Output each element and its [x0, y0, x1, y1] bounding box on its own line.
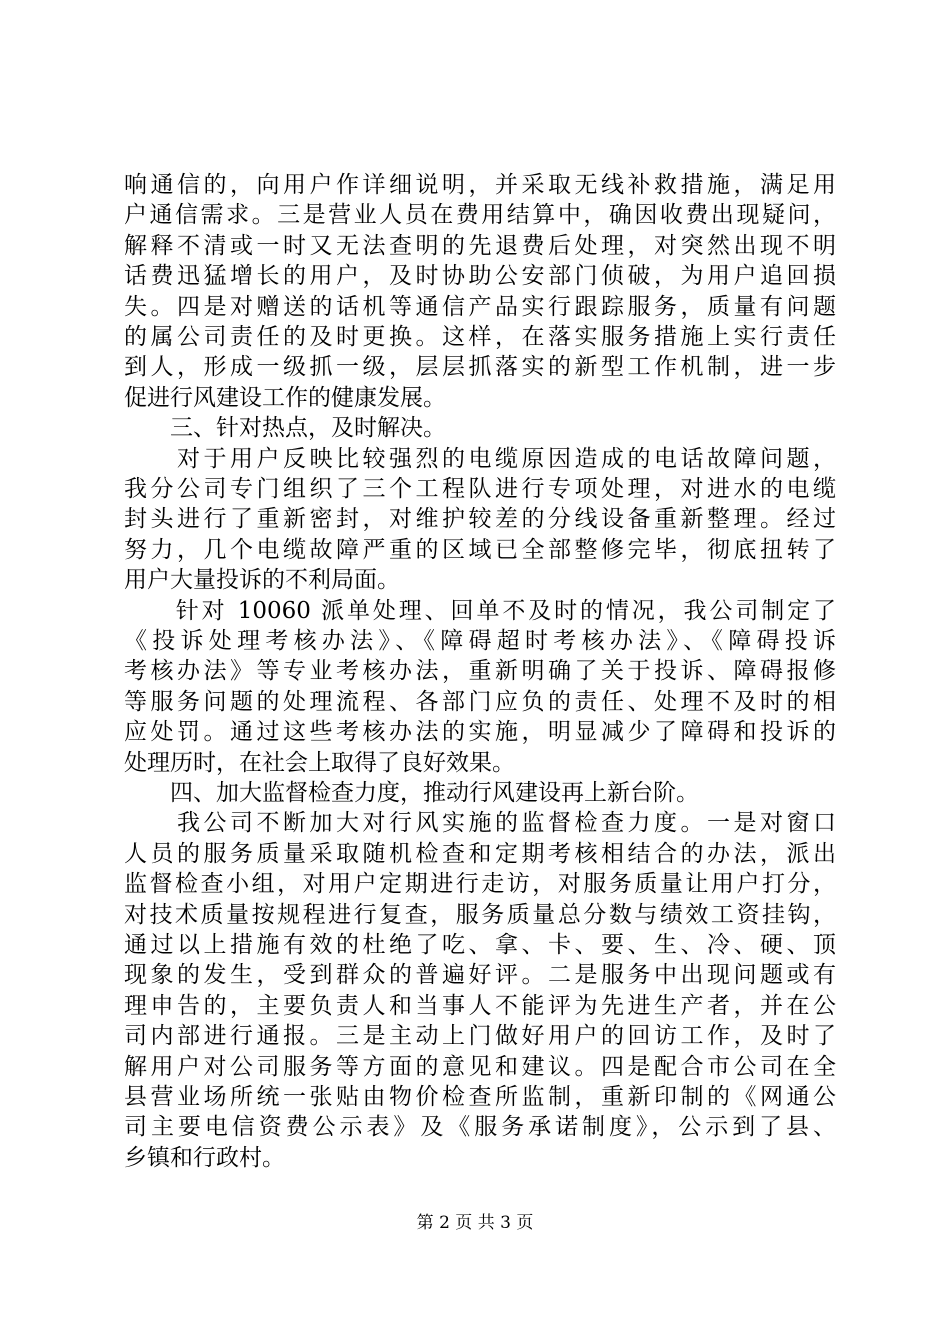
- text-line: 处理历时，在社会上取得了良好效果。: [124, 749, 515, 776]
- text-line: 司主要电信资费公示表》及《服务承诺制度》，公示到了县、: [124, 1114, 836, 1141]
- text-line: 户通信需求。三是营业人员在费用结算中，确因收费出现疑问，: [124, 202, 836, 229]
- text-line: 用户大量投诉的不利局面。: [124, 567, 400, 594]
- text-line: 人员的服务质量采取随机检查和定期考核相结合的办法，派出: [124, 840, 836, 867]
- text-line: 我公司不断加大对行风实施的监督检查力度。一是对窗口: [124, 810, 836, 837]
- text-line: 到人，形成一级抓一级，层层抓落实的新型工作机制，进一步: [124, 354, 836, 381]
- text-line: 乡镇和行政村。: [124, 1144, 285, 1171]
- text-line: 县营业场所统一张贴由物价检查所监制，重新印制的《网通公: [124, 1084, 836, 1110]
- section-heading: 三、针对热点，及时解决。: [124, 415, 446, 442]
- text-line: 监督检查小组，对用户定期进行走访，对服务质量让用户打分，: [124, 871, 836, 898]
- text-line: 响通信的，向用户作详细说明，并采取无线补救措施，满足用: [124, 172, 836, 198]
- text-line: 等服务问题的处理流程、各部门应负的责任、处理不及时的相: [124, 688, 836, 715]
- text-line: 我分公司专门组织了三个工程队进行专项处理，对进水的电缆: [124, 476, 836, 502]
- text-line: 促进行风建设工作的健康发展。: [124, 384, 446, 411]
- text-line: 失。四是对赠送的话机等通信产品实行跟踪服务，质量有问题: [124, 293, 836, 320]
- text-line: 封头进行了重新密封，对维护较差的分线设备重新整理。经过: [124, 506, 836, 533]
- text-line: 理申告的，主要负责人和当事人不能评为先进生产者，并在公: [124, 992, 836, 1019]
- text-line: 的属公司责任的及时更换。这样，在落实服务措施上实行责任: [124, 324, 836, 350]
- page-footer: 第 2 页 共 3 页: [416, 1213, 534, 1233]
- text-line: 通过以上措施有效的杜绝了吃、拿、卡、要、生、冷、硬、顶: [124, 932, 836, 958]
- text-line: 考核办法》等专业考核办法，重新明确了关于投诉、障碍报修: [124, 658, 836, 685]
- text-line: 努力，几个电缆故障严重的区域已全部整修完毕，彻底扭转了: [124, 536, 836, 563]
- section-heading: 四、加大监督检查力度，推动行风建设再上新台阶。: [124, 780, 699, 806]
- text-line: 对技术质量按规程进行复查，服务质量总分数与绩效工资挂钩，: [124, 901, 836, 928]
- text-line: 针对 10060 派单处理、回单不及时的情况，我公司制定了: [124, 597, 836, 624]
- text-line: 解用户对公司服务等方面的意见和建议。四是配合市公司在全: [124, 1053, 836, 1080]
- text-line: 对于用户反映比较强烈的电缆原因造成的电话故障问题，: [124, 445, 836, 472]
- text-line: 解释不清或一时又无法查明的先退费后处理，对突然出现不明: [124, 232, 836, 259]
- text-line: 司内部进行通报。三是主动上门做好用户的回访工作，及时了: [124, 1023, 836, 1050]
- text-line: 话费迅猛增长的用户，及时协助公安部门侦破，为用户追回损: [124, 263, 836, 290]
- text-line: 现象的发生，受到群众的普遍好评。二是服务中出现问题或有: [124, 962, 836, 989]
- text-line: 应处罚。通过这些考核办法的实施，明显减少了障碍和投诉的: [124, 719, 836, 746]
- text-line: 《投诉处理考核办法》、《障碍超时考核办法》、《障碍投诉: [124, 628, 836, 654]
